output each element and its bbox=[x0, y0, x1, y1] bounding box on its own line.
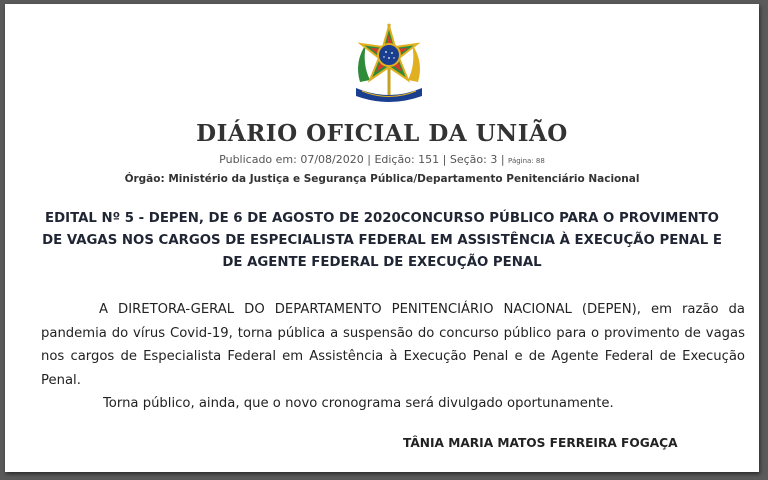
edital-heading: EDITAL Nº 5 - DEPEN, DE 6 DE AGOSTO DE 2020CONCURSO PÚBLICO PARA O PROVIMENTO DE VAGAS NOS CARGOS DE ESPECIALISTA FEDERAL EM ASSISTÊNCIA À EXECUÇÃO PENAL E DE AGENTE FEDERAL DE EXECUÇÃO PENAL bbox=[42, 211, 722, 270]
signature: TÂNIA MARIA MATOS FERREIRA FOGAÇA bbox=[403, 436, 678, 450]
organ-line: Órgão: Ministério da Justiça e Segurança Pública/Departamento Penitenciário Nacional bbox=[124, 173, 640, 185]
publication-details: Publicado em: 07/08/2020 | Edição: 151 | Seção: 3 | bbox=[219, 153, 505, 166]
paragraph-2: Torna público, ainda, que o novo cronograma será divulgado oportunamente. bbox=[103, 396, 614, 411]
document-body bbox=[41, 298, 745, 392]
publication-info bbox=[5, 153, 759, 166]
paragraph-1: A DIRETORA-GERAL DO DEPARTAMENTO PENITENCIÁRIO NACIONAL (DEPEN), em razão da pandemia do vírus Covid-19, torna pública a suspensão do concurso público para o provimento de vagas nos cargos de Especialista Federal em Assistência à Execução Penal e de Agente Federal de Execução Penal. bbox=[41, 302, 745, 388]
page-number: Página: 88 bbox=[508, 157, 545, 165]
document-page bbox=[5, 4, 759, 472]
brazil-coat-of-arms-icon bbox=[348, 22, 430, 104]
newspaper-title: DIÁRIO OFICIAL DA UNIÃO bbox=[196, 120, 568, 147]
